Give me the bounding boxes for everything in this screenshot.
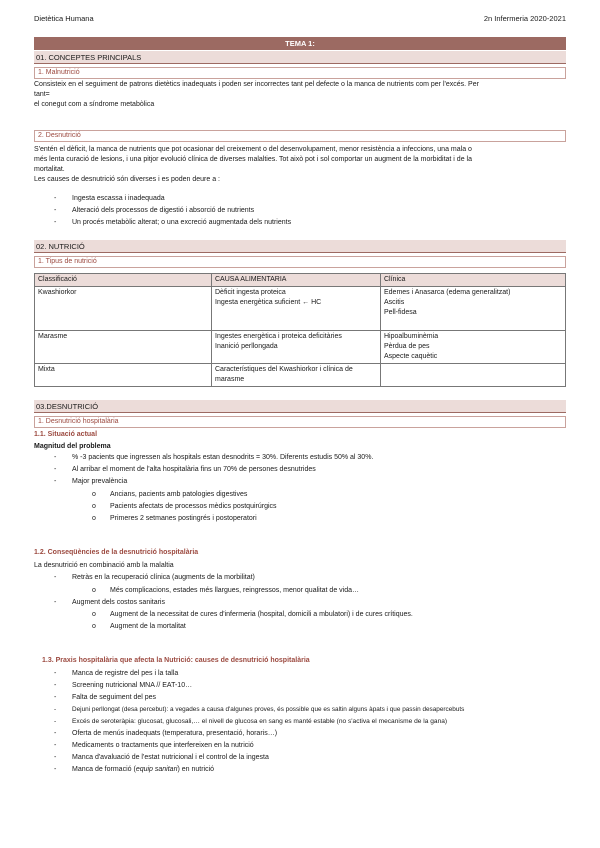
table-cell: Dèficit ingesta proteica Ingesta energètica suficient ← HC [212,287,381,331]
table-row [35,287,566,331]
list-item: - Dejuni perllongat (desa percebut): a vegades a causa d'algunes proves, és possible que es saltin alguns àpats i que passin desapercebuts [54,706,465,713]
section-desnutricio: 03.DESNUTRICIÓ [34,400,566,413]
table-cell: Kwashiorkor [35,287,212,331]
list-item: - % -3 pacients que ingressen als hospitals estan desnodrits = 30%. Diferents estudis 50% al 30%. [54,454,374,461]
section-nutricio: 02. NUTRICIÓ [34,240,566,253]
column-header: Clínica [381,274,566,287]
subsection-tipus: 1. Tipus de nutrició [34,256,566,268]
list-item: - Screening nutricional MNA // EAT-10… [54,682,193,689]
subsubsection-situacio: 1.1. Situació actual [34,431,98,438]
magnitud-label: Magnitud del problema [34,443,111,450]
list-item: o Pacients afectats de processos mèdics postquirúrgics [92,503,277,510]
list-item: - Manca d'avaluació de l'estat nutricional i el control de la ingesta [54,754,269,761]
section-conceptes: 01. CONCEPTES PRINCIPALS [34,51,566,64]
table-cell: Ingestes energètica i proteica deficitàries Inanició perllongada [212,331,381,364]
table-cell: Hipoalbuminèmia Pèrdua de pes Aspecte caquètic [381,331,566,364]
subsection-desnutricio: 2. Desnutrició [34,130,566,142]
desnutricio-line: mortalitat. [34,166,65,173]
list-item: - Oferta de menús inadequats (temperatura, presentació, horaris…) [54,730,278,737]
list-item: o Primeres 2 setmanes postingrés i postoperatori [92,515,257,522]
table-row [35,364,566,387]
table-cell [381,364,566,387]
table-row [35,331,566,364]
list-item: - Un procés metabòlic alterat; o una excreció augmentada dels nutrients [54,219,292,226]
list-item: - Medicaments o tractaments que interfereixen en la nutrició [54,742,254,749]
subsubsection-praxis: 1.3. Praxis hospitalària que afecta la Nutrició: causes de desnutrició hospitalària [42,657,310,664]
header-left: Dietètica Humana [34,14,94,23]
list-item: - Retràs en la recuperació clínica (augments de la morbilitat) [54,574,255,581]
table-header-row [35,274,566,287]
list-item: o Més complicacions, estades més llargues, reingressos, menor qualitat de vida… [92,587,360,594]
malnutricio-line: el conegut com a síndrome metabòlica [34,101,155,108]
tema-title: TEMA 1: [34,37,566,50]
list-item: - Ingesta escassa i inadequada [54,195,165,202]
list-item: - Augment dels costos sanitaris [54,599,165,606]
malnutricio-line: tant= [34,91,50,98]
table-cell: Mixta [35,364,212,387]
list-item: o Augment de la mortalitat [92,623,186,630]
list-item: - Manca de formació (equip sanitari) en nutrició [54,766,215,773]
desnutricio-line: S'entén el dèficit, la manca de nutrients que pot ocasionar del creixement o del desenvolupament, menor resistència a infeccions, una mala o [34,146,472,153]
header-right: 2n Infermeria 2020-2021 [483,14,566,23]
list-item: - Alteració dels processos de digestió i absorció de nutrients [54,207,255,214]
table-cell: Característiques del Kwashiorkor i clínica de marasme [212,364,381,387]
list-item: o Ancians, pacients amb patologies digestives [92,491,248,498]
list-item: - Falta de seguiment del pes [54,694,157,701]
desnutricio-line: Les causes de desnutrició són diverses i es poden deure a : [34,176,221,183]
subsubsection-consequencies: 1.2. Conseqüències de la desnutrició hospitalària [34,549,199,556]
list-item: - Al arribar el moment de l'alta hospitalària fins un 70% de persones desnutrides [54,466,316,473]
desnutricio-text [34,145,566,185]
subsection-malnutricio: 1. Malnutrició [34,67,566,79]
consequencies-intro: La desnutrició en combinació amb la malaltia [34,562,174,569]
table-cell: Marasme [35,331,212,364]
column-header: Classificació [35,274,212,287]
malnutricio-text [34,80,566,110]
nutrition-table [34,273,566,387]
malnutricio-line: Consisteix en el seguiment de patrons dietètics inadequats i poden ser incorrectes tant pel defecte o la manca de nutrients com per l'excés. Per [34,81,479,88]
subsection-hospitalaria: 1. Desnutrició hospitalària [34,416,566,428]
column-header: CAUSA ALIMENTARIA [212,274,381,287]
table-cell: Edemes i Anasarca (edema generalitzat) Ascitis Pell-fidesa [381,287,566,331]
desnutricio-line: més lenta curació de lesions, i una pitjor evolució clínica de diverses malalties. Tot això pot i sol comportar un augment de la morbiditat i de la [34,156,472,163]
list-item: o Augment de la necessitat de cures d'infermeria (hospital, domicili a mbulatori) i de cures crítiques. [92,611,413,618]
list-item: - Manca de registre del pes i la talla [54,670,179,677]
list-item: - Excés de seroteràpia: glucosat, glucosali,… el nivell de glucosa en sang es manté estable (no s'activa el mecanisme de la gana) [54,718,448,725]
list-item: - Major prevalència [54,478,128,485]
